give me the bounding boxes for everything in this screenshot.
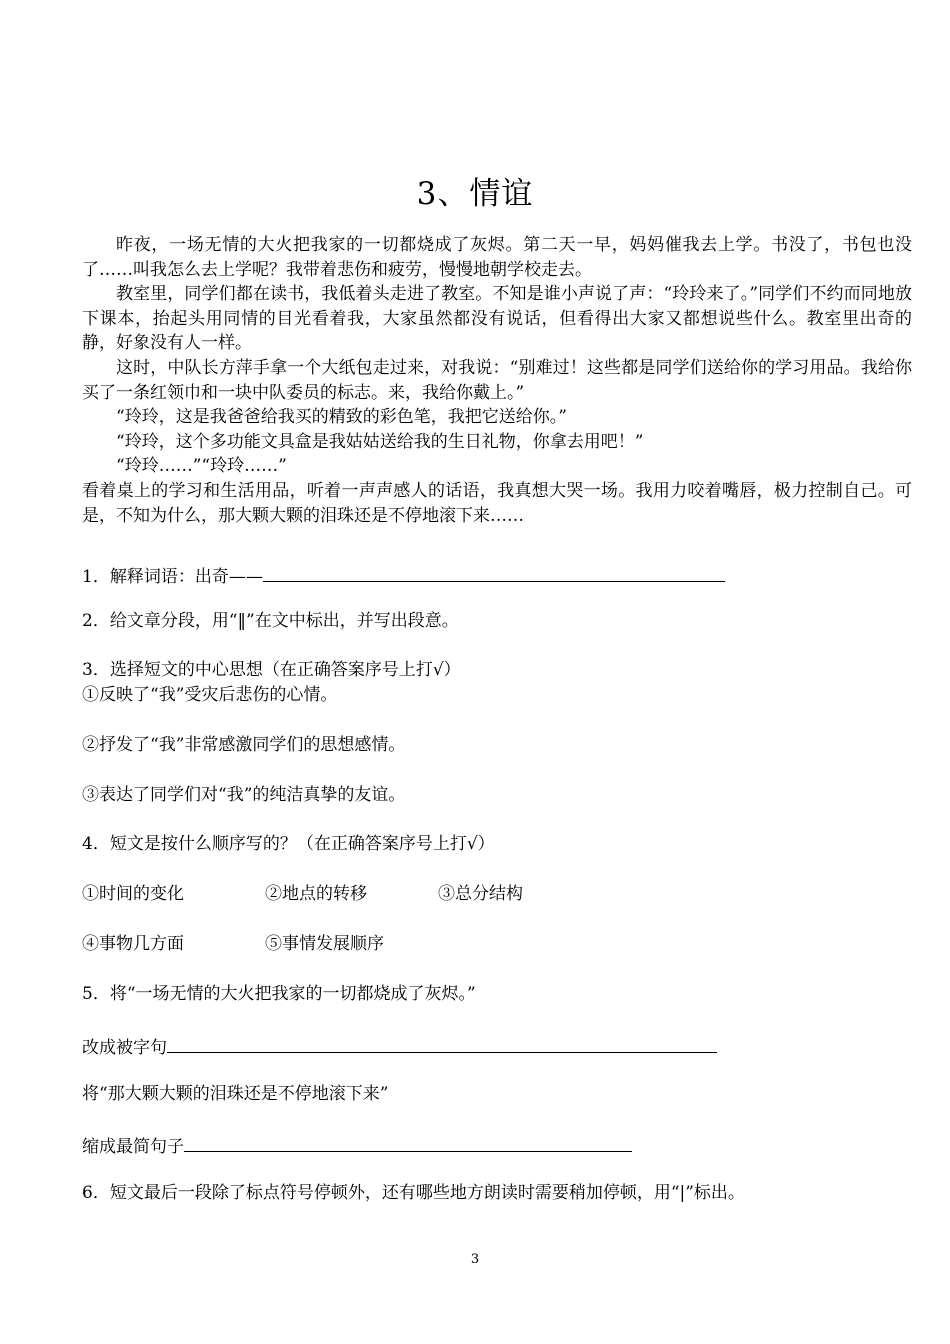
reading-passage [82, 233, 912, 528]
passage-paragraph: “玲玲……”“玲玲……” [116, 456, 287, 477]
answer-blank[interactable] [184, 1131, 632, 1152]
question-5-part-c-text: 缩成最简句子 [82, 1137, 184, 1157]
question-3-option[interactable]: ③表达了同学们对“我”的纯洁真挚的友谊。 [82, 785, 406, 805]
question-6: 6．短文最后一段除了标点符号停顿外，还有哪些地方朗读时需要稍加停顿，用“|”标出。 [82, 1183, 745, 1203]
page-title: 3、情谊 [416, 176, 534, 212]
question-3-option[interactable]: ②抒发了“我”非常感激同学们的思想感情。 [82, 735, 406, 755]
question-4-option[interactable]: ③总分结构 [438, 884, 523, 904]
passage-paragraph: 昨夜，一场无情的大火把我家的一切都烧成了灰烬。第二天一早，妈妈催我去上学。书没了，书包也没了……叫我怎么去上学呢？我带着悲伤和疲劳，慢慢地朝学校走去。 [82, 235, 912, 280]
passage-paragraph: “玲玲，这是我爸爸给我买的精致的彩色笔，我把它送给你。” [116, 407, 567, 428]
question-4: 4．短文是按什么顺序写的？（在正确答案序号上打√） [82, 834, 495, 854]
question-4-options-row [82, 882, 523, 906]
question-5-part-c [82, 1131, 632, 1159]
question-3: 3．选择短文的中心思想（在正确答案序号上打√） [82, 660, 461, 680]
question-4-option[interactable]: ④事物几方面 [82, 934, 184, 954]
question-4-option[interactable]: ①时间的变化 [82, 884, 184, 904]
question-5: 5．将“一场无情的大火把我家的一切都烧成了灰烬。” [82, 984, 476, 1004]
question-3-option[interactable]: ①反映了“我”受灾后悲伤的心情。 [82, 685, 338, 705]
question-5-part-b: 将“那大颗大颗的泪珠还是不停地滚下来” [82, 1084, 389, 1104]
question-4-options-row [82, 932, 384, 956]
passage-paragraph: 看着桌上的学习和生活用品，听着一声声感人的话语，我真想大哭一场。我用力咬着嘴唇，极力控制自己。可是，不知为什么，那大颗大颗的泪珠还是不停地滚下来…… [82, 480, 912, 526]
answer-blank[interactable] [263, 561, 725, 582]
question-1 [82, 561, 725, 589]
page-number: 3 [470, 1252, 480, 1267]
answer-blank[interactable] [167, 1032, 717, 1053]
passage-paragraph: 这时，中队长方萍手拿一个大纸包走过来，对我说：“别难过！这些都是同学们送给你的学习用品。我给你买了一条红领巾和一块中队委员的标志。来，我给你戴上。” [82, 357, 912, 403]
question-5-part-a-text: 改成被字句 [82, 1038, 167, 1058]
question-5-part-a [82, 1032, 717, 1060]
question-1-text: 1．解释词语：出奇—— [82, 567, 263, 587]
question-4-option[interactable]: ⑤事情发展顺序 [265, 934, 384, 954]
question-2: 2．给文章分段，用“‖”在文中标出，并写出段意。 [82, 611, 459, 631]
passage-paragraph: “玲玲，这个多功能文具盒是我姑姑送给我的生日礼物，你拿去用吧！” [116, 431, 644, 452]
passage-paragraph: 教室里，同学们都在读书，我低着头走进了教室。不知是谁小声说了声：“玲玲来了。”同学们不约而同地放下课本，抬起头用同情的目光看着我，大家虽然都没有说话，但看得出大家又都想说些什么。教室里出奇的静，好象没有人一样。 [82, 284, 912, 354]
question-4-option[interactable]: ②地点的转移 [265, 884, 367, 904]
